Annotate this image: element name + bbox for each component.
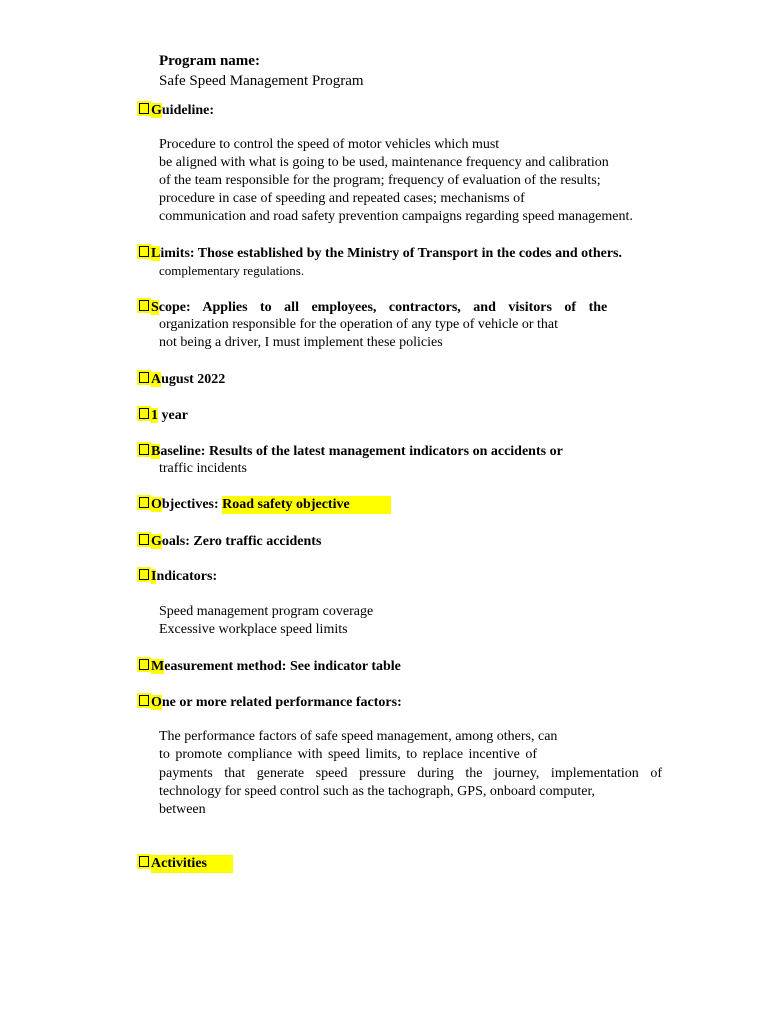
heading-initial: G: [151, 534, 162, 549]
performance-line: between: [159, 802, 206, 817]
scope-line: organization responsible for the operation of any type of vehicle or that: [159, 317, 558, 332]
indicator-item: Speed management program coverage: [159, 604, 374, 619]
heading-initial: S: [151, 300, 159, 315]
heading-initial: A: [151, 372, 162, 387]
heading-text: year: [158, 408, 188, 423]
program-name-label: Program name:: [159, 53, 260, 69]
heading-initial: B: [151, 444, 161, 459]
scope-line: not being a driver, I must implement these policies: [159, 335, 443, 350]
heading-text: easurement method: See indicator table: [164, 659, 401, 674]
checkbox-bullet-icon: [137, 406, 151, 421]
guideline-line: communication and road safety prevention campaigns regarding speed management.: [159, 209, 633, 224]
checkbox-bullet-icon: [137, 567, 151, 582]
guideline-line: of the team responsible for the program; frequency of evaluation of the results;: [159, 173, 601, 188]
heading-initial: 1: [151, 408, 158, 423]
performance-heading: [137, 693, 402, 712]
guideline-heading: [137, 101, 214, 120]
heading-text: aseline: Results of the latest management indicators on accidents or: [160, 444, 563, 459]
checkbox-bullet-icon: [137, 101, 151, 116]
performance-line: The performance factors of safe speed management, among others, can: [159, 729, 558, 744]
heading-text: oals: Zero traffic accidents: [161, 534, 322, 549]
checkbox-bullet-icon: [137, 657, 151, 672]
checkbox-bullet-icon: [137, 370, 151, 385]
limits-heading: [137, 244, 622, 263]
heading-initial: G: [151, 103, 162, 118]
checkbox-bullet-icon: [137, 495, 151, 510]
objectives-value: Road safety objective: [222, 496, 391, 514]
duration-heading: [137, 406, 188, 425]
checkbox-bullet-icon: [137, 693, 151, 708]
indicators-heading: [137, 567, 217, 586]
checkbox-bullet-icon: [137, 442, 151, 457]
guideline-line: be aligned with what is going to be used, maintenance frequency and calibration: [159, 155, 609, 170]
heading-initial: O: [151, 695, 162, 710]
checkbox-bullet-icon: [137, 244, 151, 259]
activities-heading: [137, 854, 233, 873]
indicator-item: Excessive workplace speed limits: [159, 622, 348, 637]
heading-text: cope: Applies to all employees, contractors, and visitors of the: [158, 300, 608, 315]
heading-initial: O: [151, 497, 162, 512]
activities-label: Activities: [151, 855, 233, 873]
heading-text: ugust 2022: [161, 372, 226, 387]
performance-line: to promote compliance with speed limits, to replace incentive of: [159, 747, 538, 762]
heading-text: uideline:: [161, 103, 215, 118]
limits-line: complementary regulations.: [159, 263, 305, 278]
heading-initial: I: [151, 569, 157, 584]
goals-heading: [137, 532, 321, 551]
checkbox-bullet-icon: [137, 532, 151, 547]
checkbox-bullet-icon: [137, 298, 151, 313]
program-name-value: Safe Speed Management Program: [159, 73, 364, 89]
checkbox-bullet-icon: [137, 854, 151, 869]
performance-line: payments that generate speed pressure during the journey, implementation of: [159, 766, 662, 781]
performance-line: technology for speed control such as the tachograph, GPS, onboard computer,: [159, 784, 596, 799]
heading-initial: L: [151, 246, 161, 261]
guideline-line: Procedure to control the speed of motor vehicles which must: [159, 137, 500, 152]
objectives-heading: [137, 495, 391, 514]
heading-initial: M: [151, 659, 165, 674]
baseline-heading: [137, 442, 563, 461]
measurement-heading: [137, 657, 401, 676]
heading-text: ndicators:: [156, 569, 218, 584]
scope-heading: [137, 298, 607, 317]
heading-text: imits: Those established by the Ministry of Transport in the codes and others.: [160, 246, 622, 261]
heading-text: bjectives:: [161, 497, 223, 512]
guideline-line: procedure in case of speeding and repeated cases; mechanisms of: [159, 191, 525, 206]
date-heading: [137, 370, 225, 389]
baseline-line: traffic incidents: [159, 461, 247, 476]
heading-text: ne or more related performance factors:: [161, 695, 402, 710]
